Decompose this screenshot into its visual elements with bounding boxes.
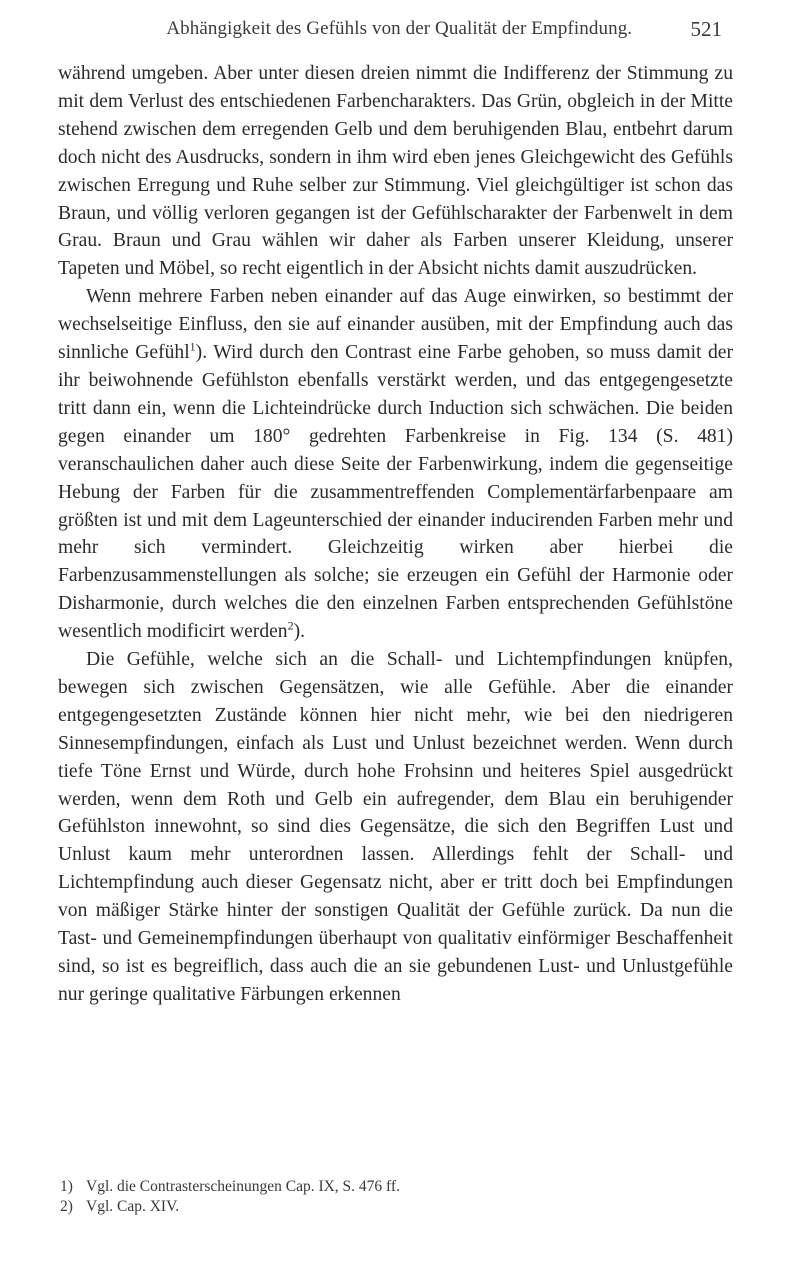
paragraph-text: Wenn mehrere Farben neben einander auf das Auge einwirken, so bestimmt der wechselseitige Einfluss, den sie auf einander ausüben, mit der Empfindung auch das sinnliche Gefühl: [58, 286, 733, 364]
running-head: [118, 14, 722, 44]
footnote-text: Vgl. die Contrasterscheinungen Cap. IX, S. 476 ff.: [86, 1178, 400, 1195]
page-number: 521: [690, 16, 722, 41]
footnote: [60, 1177, 720, 1197]
footnote-mark: 2): [60, 1198, 73, 1215]
paragraph-text: ). Wird durch den Contrast eine Farbe gehoben, so muss damit der ihr beiwohnende Gefühlston ebenfalls verstärkt werden, und das entgegengesetzte tritt dann ein, wenn die Lichteindrücke durch Induction sich schwächen. Die beiden gegen einander um 180° gedrehten Farbenkreise in Fig. 134 (S. 481) veranschaulichen daher auch diese Seite der Farbenwirkung, indem die gegenseitige Hebung der Farben für die zusammentreffenden Complementärfarbenpaare am größten ist und mit dem Lageunterschied der einander inducirenden Farben mehr und mehr sich vermindert. Gleichzeitig wirken aber hierbei die Farbenzusammenstellungen als solche; sie erzeugen ein Gefühl der Harmonie oder Disharmonie, durch welches die den einzelnen Farben entsprechenden Gefühlstöne wesentlich modificirt werden: [58, 342, 733, 643]
footnote-reference[interactable]: 2: [287, 618, 294, 633]
footnote-mark: 1): [60, 1178, 73, 1195]
paragraph-text: Die Gefühle, welche sich an die Schall- und Lichtempfindungen knüpfen, bewegen sich zwischen Gegensätzen, wie alle Gefühle. Aber die einander entgegengesetzten Zustände können hier nicht mehr, wie bei den niedrigeren Sinnesempfindungen, einfach als Lust und Unlust bezeichnet werden. Wenn durch tiefe Töne Ernst und Würde, durch hohe Frohsinn und heiteres Spiel ausgedrückt werden, wenn dem Roth und Gelb ein aufregender, dem Blau ein beruhigender Gefühlston innewohnt, so sind dies Gegensätze, die sich den Begriffen Lust und Unlust kaum mehr unterordnen lassen. Allerdings fehlt der Schall- und Lichtempfindung auch dieser Gegensatz nicht, aber er tritt doch bei Empfindungen von mäßiger Stärke hinter der sonstigen Qualität der Gefühle zurück. Da nun die Tast- und Gemeinempfindungen überhaupt von qualitativ einförmiger Beschaffenheit sind, so ist es begreiflich, dass auch die an sie gebundenen Lust- und Unlustgefühle nur geringe qualitative Färbungen erkennen: [58, 649, 733, 1005]
paragraph-text: ).: [293, 621, 306, 643]
footnote-reference[interactable]: 1: [189, 339, 196, 354]
footnote-text: Vgl. Cap. XIV.: [86, 1198, 180, 1215]
paragraph-text: während umgeben. Aber unter diesen dreien nimmt die Indifferenz der Stimmung zu mit dem Verlust des entschiedenen Farbencharakters. Das Grün, obgleich in der Mitte stehend zwischen dem erregenden Gelb und dem beruhigenden Blau, entbehrt darum doch nicht des Ausdrucks, sondern in ihm wird eben jenes Gleichgewicht des Gefühls zwischen Erregung und Ruhe selber zur Stimmung. Viel gleichgültiger ist schon das Braun, und völlig verloren gegangen ist der Gefühlscharakter der Farbenwelt in dem Grau. Braun und Grau wählen wir daher als Farben unserer Kleidung, unserer Tapeten und Möbel, so recht eigentlich in der Absicht nichts damit auszudrücken.: [58, 63, 733, 280]
body-text: [58, 60, 733, 1009]
paragraph-feelings-opposites: [58, 646, 733, 1009]
paragraph-colour-contrast: [58, 283, 733, 646]
paragraph-colour-indifference: [58, 60, 733, 283]
footnote: [60, 1197, 720, 1217]
running-title: Abhängigkeit des Gefühls von der Qualität der Empfindung.: [166, 18, 633, 39]
footnotes: [60, 1177, 720, 1217]
